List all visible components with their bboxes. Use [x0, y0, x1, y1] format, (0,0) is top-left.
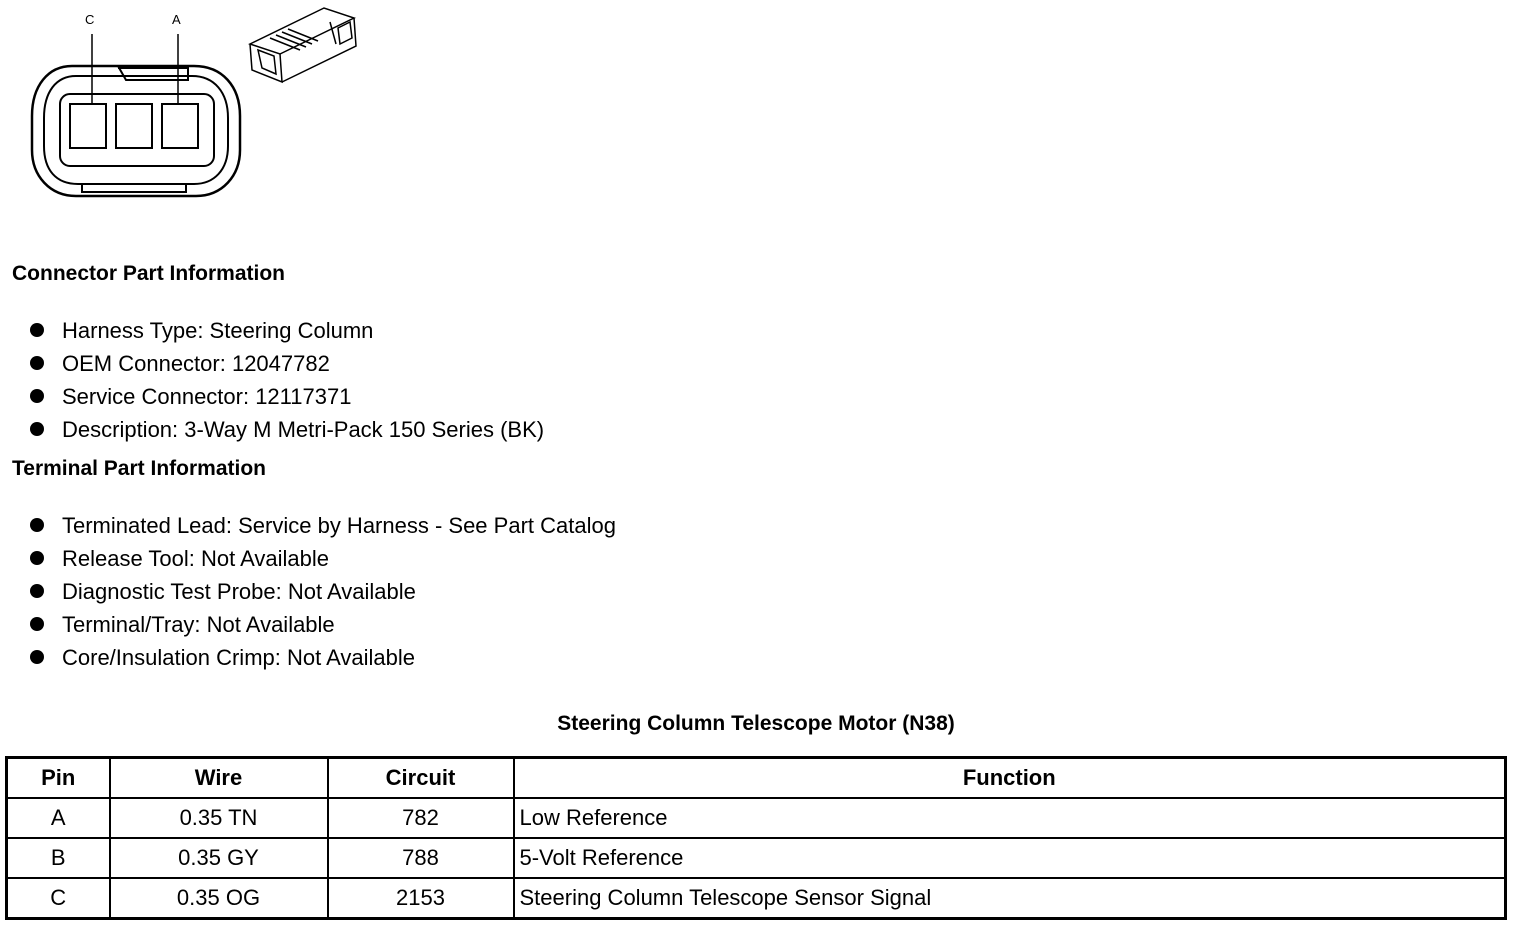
list-item: Release Tool: Not Available [0, 542, 616, 575]
list-item: OEM Connector: 12047782 [0, 347, 544, 380]
pin-label-a: A [172, 12, 181, 27]
cell-circuit: 782 [328, 798, 514, 838]
cell-function: Low Reference [514, 798, 1506, 838]
terminal-part-list [0, 509, 616, 674]
cell-circuit: 788 [328, 838, 514, 878]
cell-circuit: 2153 [328, 878, 514, 919]
list-item: Terminated Lead: Service by Harness - See Part Catalog [0, 509, 616, 542]
cell-wire: 0.35 TN [110, 798, 328, 838]
list-item: Terminal/Tray: Not Available [0, 608, 616, 641]
cell-wire: 0.35 OG [110, 878, 328, 919]
header-circuit: Circuit [328, 758, 514, 799]
pin-label-c: C [85, 12, 95, 27]
cell-function: Steering Column Telescope Sensor Signal [514, 878, 1506, 919]
list-item: Core/Insulation Crimp: Not Available [0, 641, 616, 674]
connector-part-list [0, 314, 544, 446]
cell-pin: A [7, 798, 110, 838]
table-row [7, 838, 1506, 878]
list-item: Diagnostic Test Probe: Not Available [0, 575, 616, 608]
connector-diagram [0, 0, 380, 210]
cell-wire: 0.35 GY [110, 838, 328, 878]
pin-table [5, 756, 1507, 920]
connector-iso-drawing [250, 8, 356, 82]
list-item: Harness Type: Steering Column [0, 314, 544, 347]
pin-table-title: Steering Column Telescope Motor (N38) [557, 712, 955, 735]
connector-face-drawing [32, 34, 240, 196]
header-function: Function [514, 758, 1506, 799]
list-item: Description: 3-Way M Metri-Pack 150 Series (BK) [0, 413, 544, 446]
list-item: Service Connector: 12117371 [0, 380, 544, 413]
header-pin: Pin [7, 758, 110, 799]
table-row [7, 878, 1506, 919]
header-wire: Wire [110, 758, 328, 799]
terminal-part-heading: Terminal Part Information [12, 457, 266, 480]
connector-part-heading: Connector Part Information [12, 262, 286, 285]
table-row [7, 798, 1506, 838]
cell-function: 5-Volt Reference [514, 838, 1506, 878]
table-header-row [7, 758, 1506, 799]
cell-pin: B [7, 838, 110, 878]
cell-pin: C [7, 878, 110, 919]
